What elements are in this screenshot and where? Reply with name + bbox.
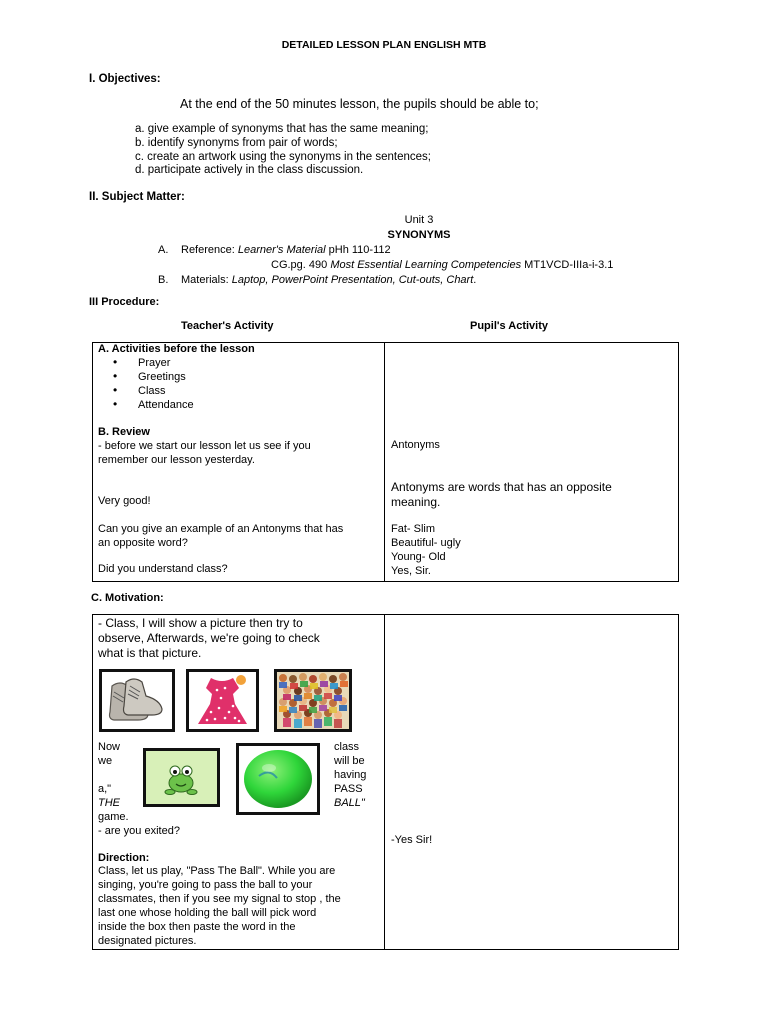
pupil-answer: Antonyms [391,439,440,451]
direction-line: Class, let us play, "Pass The Ball". While you are [98,865,336,877]
wrap-text: class [334,741,360,753]
motivation-intro: observe, Afterwards, we're going to check [98,631,320,645]
wrap-text: will be [334,755,365,767]
column-divider [384,343,385,581]
wrap-text: Now [98,741,121,753]
pupil-answer: meaning. [391,495,441,509]
reference-learner: Learner's Material [237,244,326,256]
wrap-text: BALL" [334,797,365,809]
dress-icon [189,672,256,729]
shoes-icon [102,672,172,729]
direction-line: last one whose holding the ball will pick word [98,907,317,919]
activities-table [92,342,679,582]
objectives-intro: At the end of the 50 minutes lesson, the pupils should be able to; [180,97,539,111]
topic-label: SYNONYMS [387,229,451,241]
pupil-answer: -Yes Sir! [391,834,433,846]
activity-item: • Greetings [93,371,194,385]
reference-cg: CG.pg. 490 [271,259,331,271]
subject-heading: II. Subject Matter: [89,191,185,203]
objectives-heading: I. Objectives: [89,73,161,85]
activity-item: • Attendance [93,399,194,413]
materials-items: Laptop, PowerPoint Presentation, Cut-outs, Chart [231,274,474,286]
activities-before-heading: A. Activities before the lesson [98,343,255,355]
activity-item: • Prayer [93,357,194,371]
objective-item: c. create an artwork using the synonyms in the sentences; [135,150,431,163]
teacher-question: Can you give an example of an Antonyms that has [98,523,344,535]
motivation-intro: - Class, I will show a picture then try to [98,616,303,630]
reference-label: Reference: [181,244,235,256]
procedure-heading: III Procedure: [89,296,160,308]
motivation-table [92,614,679,950]
direction-heading: Direction: [98,852,150,864]
reference-melc: Most Essential Learning Competencies [330,259,522,271]
unit-label: Unit 3 [404,214,434,226]
pupil-answer: Antonyms are words that has an opposite [391,480,612,494]
reference-code: MT1VCD-IIIa-i-3.1 [521,259,614,271]
teacher-check: Did you understand class? [98,563,228,575]
pupil-answer: Yes, Sir. [391,565,431,577]
activity-item: • Class [93,385,194,399]
crowd-picture [274,669,352,732]
review-line: remember our lesson yesterday. [98,454,255,466]
ball-picture [236,743,320,815]
pupil-example: Beautiful- ugly [391,537,461,549]
frog-picture [143,748,220,807]
materials-label: Materials: [181,274,229,286]
wrap-text: game. [98,811,129,823]
reference-line [181,244,391,256]
materials-line [181,274,476,286]
column-divider [384,615,385,949]
teacher-question: - are you exited? [98,825,180,837]
crowd-icon [277,672,349,729]
objective-item: a. give example of synonyms that has the same meaning; [135,123,429,135]
wrap-text: having [334,769,367,781]
motivation-heading: C. Motivation: [91,592,164,604]
objective-item: d. participate actively in the class discussion. [135,164,364,177]
direction-line: singing, you're going to pass the ball to your [98,879,313,891]
motivation-intro: what is that picture. [98,646,202,660]
ball-icon [239,746,317,812]
activities-list [93,357,194,413]
materials-letter: B. [158,274,169,286]
shoes-picture [99,669,175,732]
direction-line: designated pictures. [98,935,197,947]
wrap-text: a," [98,783,112,795]
teacher-question: an opposite word? [98,537,188,549]
objective-list [135,123,431,178]
reference-pages: pHh 110-112 [325,244,391,256]
review-line: - before we start our lesson let us see if you [98,440,311,452]
wrap-text: we [98,755,113,767]
wrap-text: PASS [334,783,363,795]
direction-line: classmates, then if you see my signal to stop , the [98,893,341,905]
materials-end: . [473,274,477,286]
objective-item: b. identify synonyms from pair of words; [135,136,338,149]
review-heading: B. Review [98,426,150,438]
dress-picture [186,669,259,732]
teacher-column-header: Teacher's Activity [181,320,274,332]
pupil-example: Fat- Slim [391,523,435,535]
reference-letter: A. [158,244,169,256]
reference-cg-line [271,259,613,271]
pupil-example: Young- Old [391,551,446,563]
teacher-praise: Very good! [98,495,151,507]
pupil-column-header: Pupil's Activity [470,320,549,332]
wrap-text: THE [98,797,120,809]
direction-line: inside the box then paste the word in the [98,921,296,933]
frog-icon [146,751,217,804]
document-title: DETAILED LESSON PLAN ENGLISH MTB [281,39,487,51]
